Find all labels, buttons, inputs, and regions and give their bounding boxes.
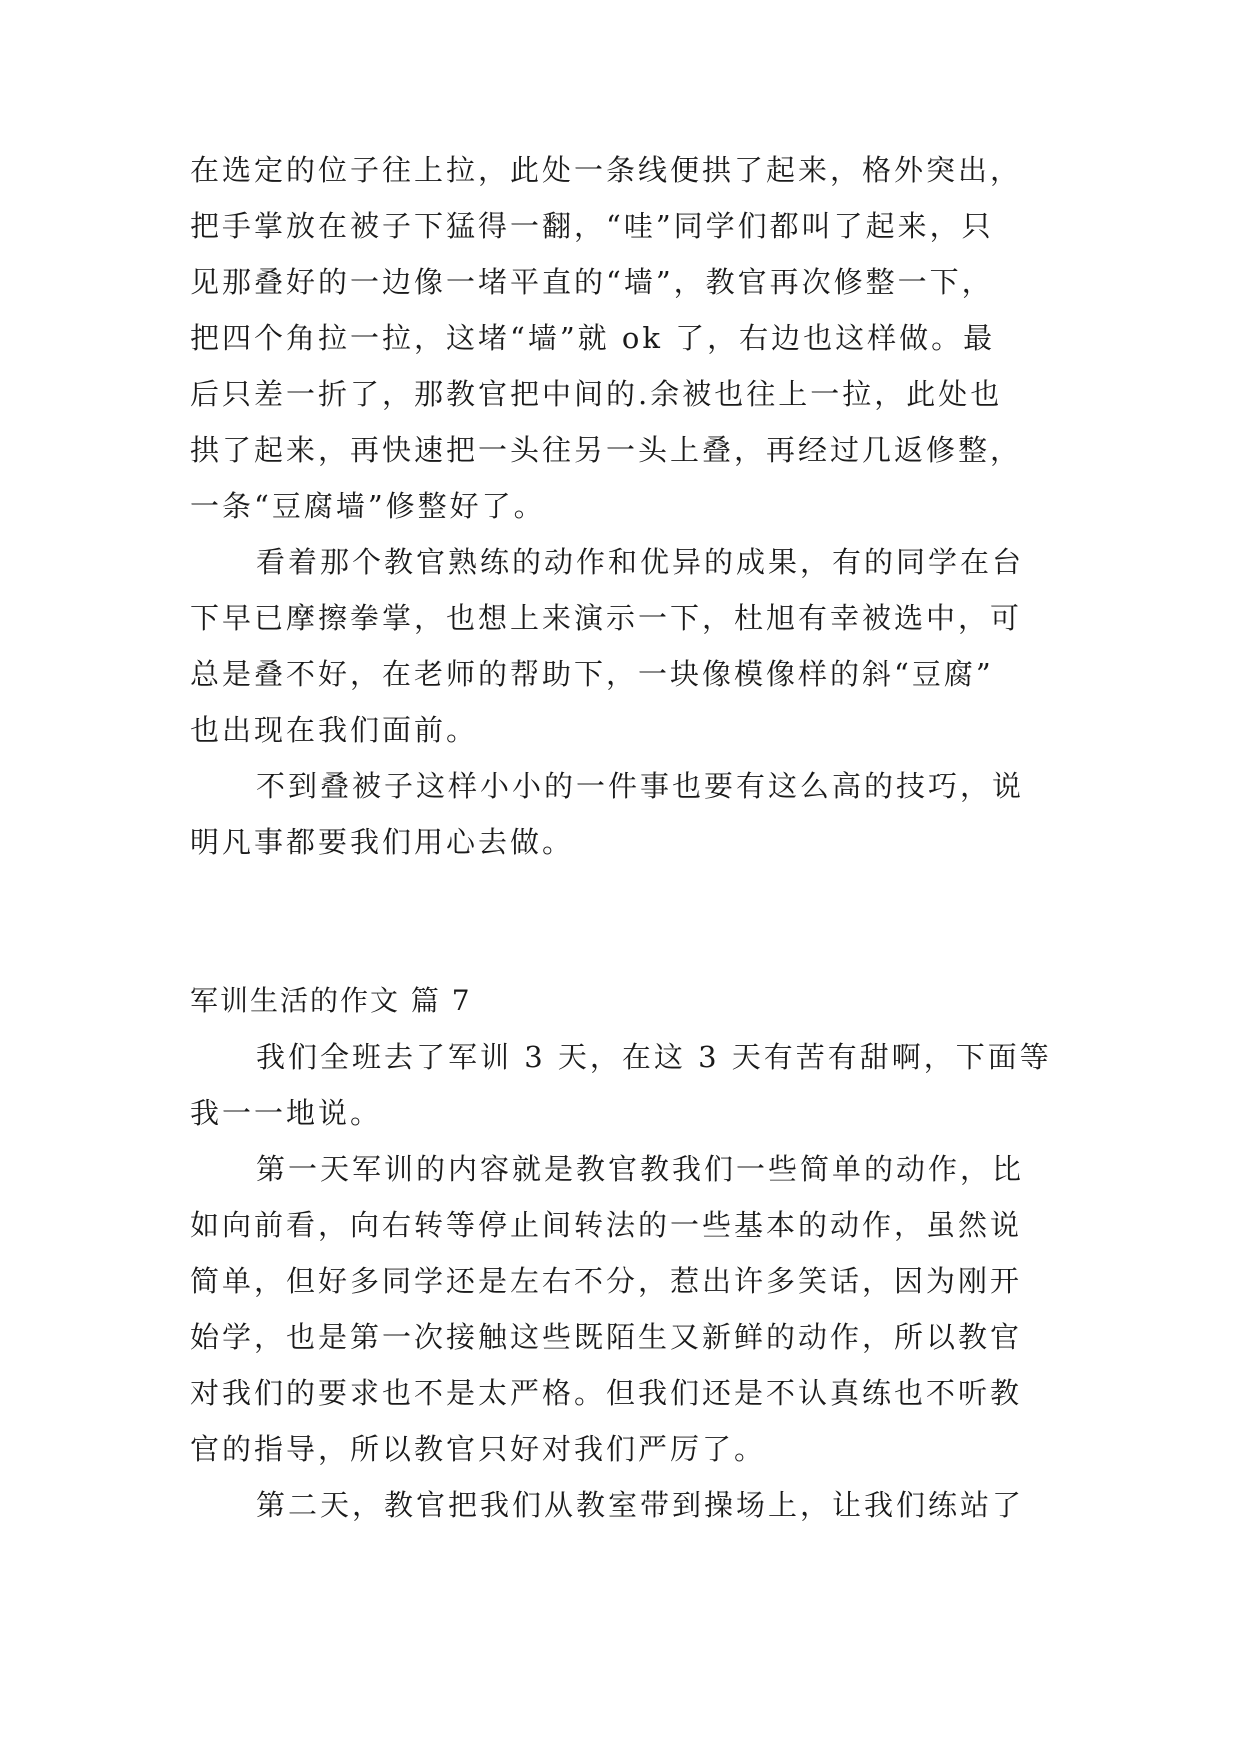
section-title: 军训生活的作文 篇 7 <box>190 984 472 1017</box>
paragraph-line: 我一一地说。 <box>190 1096 383 1130</box>
paragraph-line: 下早已摩擦拳掌，也想上来演示一下，杜旭有幸被选中，可 <box>190 601 1023 635</box>
paragraph-line: 一条“豆腐墙”修整好了。 <box>190 489 546 523</box>
paragraph-line: 把手掌放在被子下猛得一翻，“哇”同学们都叫了起来，只 <box>190 209 994 243</box>
paragraph-line: 把四个角拉一拉，这堵“墙”就 ok 了，右边也这样做。最 <box>190 321 996 355</box>
paragraph-line: 如向前看，向右转等停止间转法的一些基本的动作，虽然说 <box>190 1208 1023 1242</box>
paragraph-line: 第一天军训的内容就是教官教我们一些简单的动作，比 <box>256 1152 1025 1186</box>
paragraph-line: 看着那个教官熟练的动作和优异的成果，有的同学在台 <box>256 545 1025 579</box>
paragraph-line: 总是叠不好，在老师的帮助下，一块像模像样的斜“豆腐” <box>190 657 994 691</box>
paragraph-line: 也出现在我们面前。 <box>190 713 479 747</box>
paragraph-line: 拱了起来，再快速把一头往另一头上叠，再经过几返修整， <box>190 433 1023 467</box>
paragraph-line: 我们全班去了军训 3 天，在这 3 天有苦有甜啊，下面等 <box>256 1040 1052 1074</box>
paragraph-line: 见那叠好的一边像一堵平直的“墙”，教官再次修整一下， <box>190 265 994 299</box>
paragraph-line: 对我们的要求也不是太严格。但我们还是不认真练也不听教 <box>190 1376 1023 1410</box>
paragraph-line: 官的指导，所以教官只好对我们严厉了。 <box>190 1432 767 1466</box>
paragraph-line: 在选定的位子往上拉，此处一条线便拱了起来，格外突出， <box>190 153 1023 187</box>
paragraph-line: 明凡事都要我们用心去做。 <box>190 825 575 859</box>
paragraph-line: 不到叠被子这样小小的一件事也要有这么高的技巧，说 <box>256 769 1025 803</box>
paragraph-line: 第二天，教官把我们从教室带到操场上，让我们练站了 <box>256 1488 1025 1522</box>
paragraph-line: 始学，也是第一次接触这些既陌生又新鲜的动作，所以教官 <box>190 1320 1023 1354</box>
paragraph-line: 后只差一折了，那教官把中间的.余被也往上一拉，此处也 <box>190 377 1003 411</box>
paragraph-line: 简单，但好多同学还是左右不分，惹出许多笑话，因为刚开 <box>190 1264 1023 1298</box>
